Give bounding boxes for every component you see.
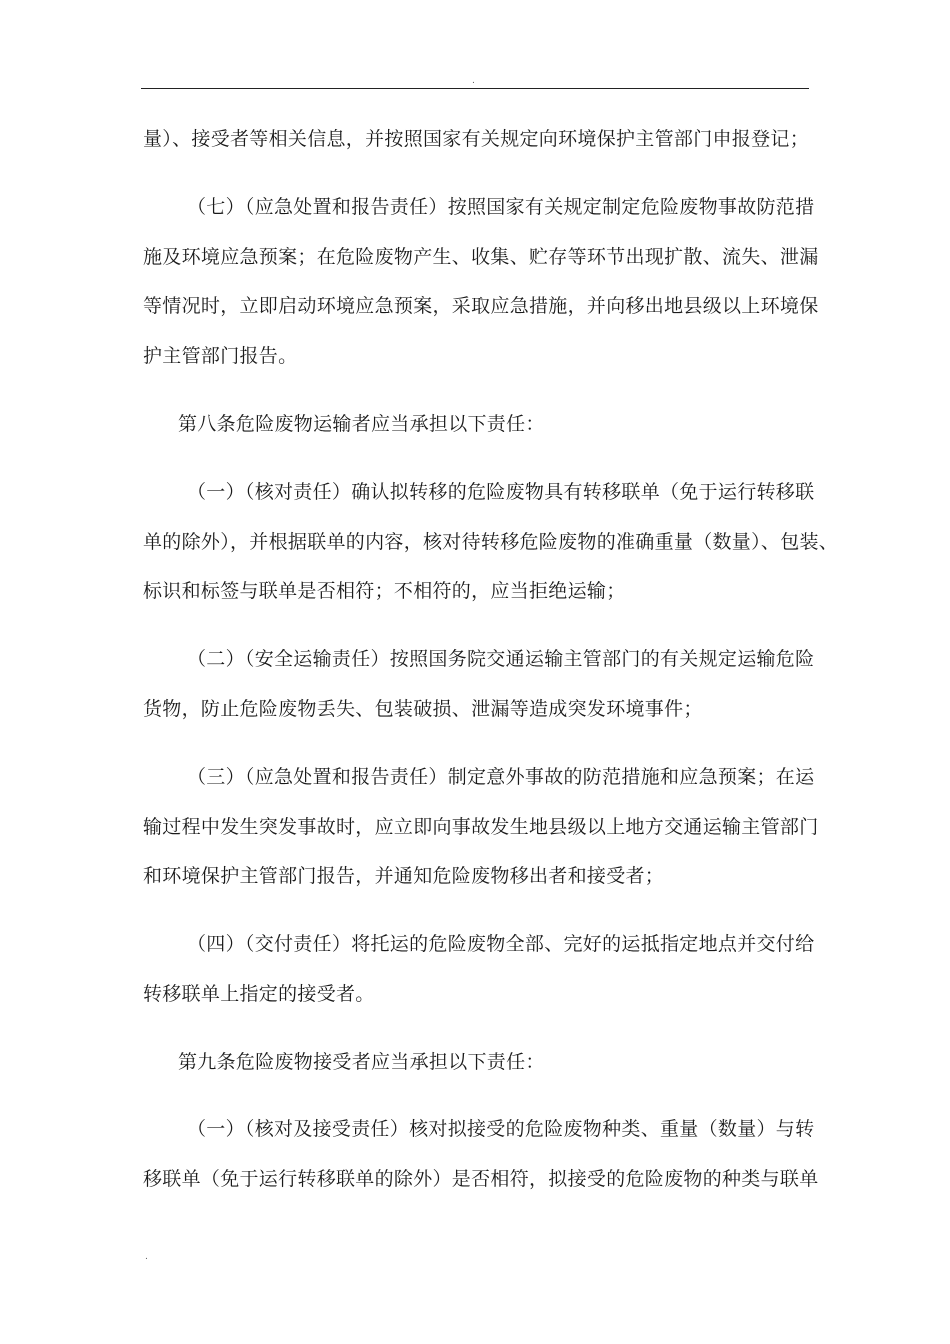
text-line: 货物，防止危险废物丢失、包装破损、泄漏等造成突发环境事件； xyxy=(143,698,703,720)
text-line: 输过程中发生突发事故时，应立即向事故发生地县级以上地方交通运输主管部门 xyxy=(143,816,819,838)
text-line: 标识和标签与联单是否相符；不相符的，应当拒绝运输； xyxy=(143,580,626,602)
text-line: （四）（交付责任）将托运的危险废物全部、完好的运抵指定地点并交付给 xyxy=(187,933,815,955)
text-line: 施及环境应急预案；在危险废物产生、收集、贮存等环节出现扩散、流失、泄漏 xyxy=(143,246,819,268)
header-rule xyxy=(141,88,809,89)
footer-mark: . xyxy=(145,1252,148,1262)
text-line: 转移联单上指定的接受者。 xyxy=(143,983,375,1005)
article-heading: 第八条危险废物运输者应当承担以下责任： xyxy=(178,413,545,435)
text-line: （二）（安全运输责任）按照国务院交通运输主管部门的有关规定运输危险 xyxy=(187,648,815,670)
text-line: （七）（应急处置和报告责任）按照国家有关规定制定危险废物事故防范措 xyxy=(187,196,815,218)
text-line: 量）、接受者等相关信息，并按照国家有关规定向环境保护主管部门申报登记； xyxy=(143,128,810,150)
text-line: 等情况时，立即启动环境应急预案，采取应急措施，并向移出地县级以上环境保 xyxy=(143,295,819,317)
header-mark: . xyxy=(472,76,475,86)
text-line: （一）（核对责任）确认拟转移的危险废物具有转移联单（免于运行转移联 xyxy=(187,481,815,503)
text-line: 和环境保护主管部门报告，并通知危险废物移出者和接受者； xyxy=(143,865,665,887)
text-line: 单的除外），并根据联单的内容，核对待转移危险废物的准确重量（数量）、包装、 xyxy=(143,531,839,553)
text-line: （三）（应急处置和报告责任）制定意外事故的防范措施和应急预案；在运 xyxy=(187,766,815,788)
text-line: （一）（核对及接受责任）核对拟接受的危险废物种类、重量（数量）与转 xyxy=(187,1118,815,1140)
text-line: 移联单（免于运行转移联单的除外）是否相符，拟接受的危险废物的种类与联单 xyxy=(143,1168,819,1190)
article-heading: 第九条危险废物接受者应当承担以下责任： xyxy=(178,1051,545,1073)
text-line: 护主管部门报告。 xyxy=(143,345,298,367)
